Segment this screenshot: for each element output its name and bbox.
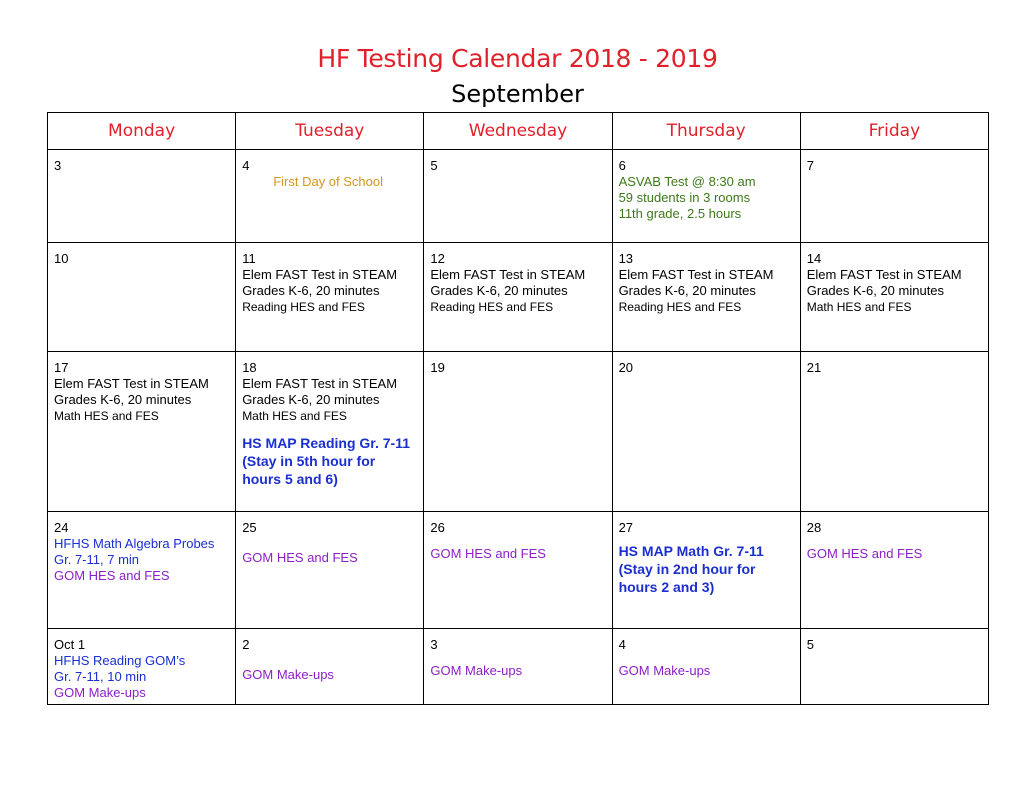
day-cell <box>48 628 236 704</box>
day-cell <box>800 352 988 511</box>
event-text: HFHS Reading GOM’s <box>54 652 186 668</box>
day-number: 10 <box>54 251 69 267</box>
day-cell <box>424 150 612 243</box>
event-text: First Day of School <box>273 174 384 190</box>
event-text: Grades K-6, 20 minutes <box>618 283 756 299</box>
weekday-header-row <box>48 113 989 150</box>
event-text: HS MAP Math Gr. 7-11 <box>618 542 764 559</box>
day-number: 28 <box>806 519 822 535</box>
day-number: 27 <box>618 519 634 535</box>
day-cell <box>424 511 612 628</box>
day-number: 21 <box>806 360 822 376</box>
event-text: Grades K-6, 20 minutes <box>242 392 380 408</box>
day-number: 6 <box>618 158 626 174</box>
event-text: Gr. 7-11, 10 min <box>54 668 147 684</box>
event-text: 11th grade, 2.5 hours <box>618 206 742 222</box>
day-cell <box>424 352 612 511</box>
day-number: 2 <box>242 636 250 652</box>
day-cell <box>612 511 800 628</box>
day-number: 19 <box>430 360 445 376</box>
event-text: hours 5 and 6) <box>242 471 338 488</box>
week-row <box>48 243 989 352</box>
day-number: 5 <box>806 636 814 652</box>
event-text: Grades K-6, 20 minutes <box>54 392 192 408</box>
day-cell <box>48 511 236 628</box>
day-number: Oct 1 <box>54 636 86 652</box>
day-cell <box>424 243 612 352</box>
event-text: Math HES and FES <box>806 300 912 315</box>
day-cell <box>612 352 800 511</box>
weekday-friday: Friday <box>800 113 988 150</box>
event-text: GOM Make-ups <box>618 662 711 678</box>
event-text: Grades K-6, 20 minutes <box>806 283 945 299</box>
day-cell <box>424 628 612 704</box>
event-text: HS MAP Reading Gr. 7-11 <box>242 435 410 452</box>
event-text: GOM HES and FES <box>430 545 546 561</box>
day-cell <box>800 628 988 704</box>
event-text: 59 students in 3 rooms <box>618 190 751 206</box>
day-number: 4 <box>618 636 626 652</box>
day-cell <box>612 150 800 243</box>
day-number: 26 <box>430 519 445 535</box>
event-text: GOM Make-ups <box>430 662 523 678</box>
event-text: GOM HES and FES <box>54 567 170 583</box>
day-cell <box>236 352 424 511</box>
day-cell <box>800 243 988 352</box>
event-text: Elem FAST Test in STEAM <box>806 267 962 283</box>
event-text: (Stay in 5th hour for <box>242 453 376 470</box>
day-number: 4 <box>242 158 250 174</box>
event-text: GOM HES and FES <box>806 545 923 561</box>
event-text: Grades K-6, 20 minutes <box>242 283 380 299</box>
event-text: Elem FAST Test in STEAM <box>618 267 774 283</box>
event-text: HFHS Math Algebra Probes <box>54 535 215 551</box>
day-number: 11 <box>242 251 256 267</box>
event-text: Elem FAST Test in STEAM <box>54 376 209 392</box>
weekday-thursday: Thursday <box>612 113 800 150</box>
event-text: Reading HES and FES <box>618 300 742 315</box>
week-row <box>48 511 989 628</box>
week-row <box>48 352 989 511</box>
day-number: 5 <box>430 158 438 174</box>
calendar-title: HF Testing Calendar 2018 - 2019 <box>317 44 718 73</box>
day-number: 13 <box>618 251 634 267</box>
day-number: 24 <box>54 519 69 535</box>
day-number: 3 <box>430 636 438 652</box>
day-number: 7 <box>806 158 814 174</box>
day-cell <box>236 150 424 243</box>
day-number: 18 <box>242 360 257 376</box>
day-cell <box>236 511 424 628</box>
day-cell <box>48 243 236 352</box>
weekday-tuesday: Tuesday <box>236 113 424 150</box>
event-text: Grades K-6, 20 minutes <box>430 283 568 299</box>
day-cell <box>236 628 424 704</box>
event-text: Math HES and FES <box>242 409 347 424</box>
day-cell <box>236 243 424 352</box>
day-number: 3 <box>54 158 62 174</box>
day-number: 12 <box>430 251 445 267</box>
week-row <box>48 150 989 243</box>
day-number: 14 <box>806 251 822 267</box>
day-number: 25 <box>242 519 257 535</box>
calendar-table <box>47 112 989 705</box>
weekday-monday: Monday <box>48 113 236 150</box>
day-cell <box>800 150 988 243</box>
event-text: hours 2 and 3) <box>618 578 715 595</box>
event-text: ASVAB Test @ 8:30 am <box>618 174 756 190</box>
month-title: September <box>451 80 584 108</box>
day-number: 20 <box>618 360 634 376</box>
event-text: Math HES and FES <box>54 409 159 424</box>
day-number: 17 <box>54 360 69 376</box>
week-row <box>48 628 989 704</box>
event-text: Reading HES and FES <box>242 300 365 315</box>
event-text: (Stay in 2nd hour for <box>618 560 756 577</box>
day-cell <box>48 352 236 511</box>
event-text: GOM HES and FES <box>242 549 358 565</box>
event-text: Elem FAST Test in STEAM <box>242 267 398 283</box>
event-text: Gr. 7-11, 7 min <box>54 551 140 567</box>
day-cell <box>48 150 236 243</box>
event-text: GOM Make-ups <box>54 684 146 700</box>
event-text: GOM Make-ups <box>242 666 334 682</box>
weekday-wednesday: Wednesday <box>424 113 612 150</box>
event-text: Elem FAST Test in STEAM <box>242 376 398 392</box>
day-cell <box>612 243 800 352</box>
day-cell <box>612 628 800 704</box>
event-text: Reading HES and FES <box>430 300 554 315</box>
day-cell <box>800 511 988 628</box>
event-text: Elem FAST Test in STEAM <box>430 267 586 283</box>
